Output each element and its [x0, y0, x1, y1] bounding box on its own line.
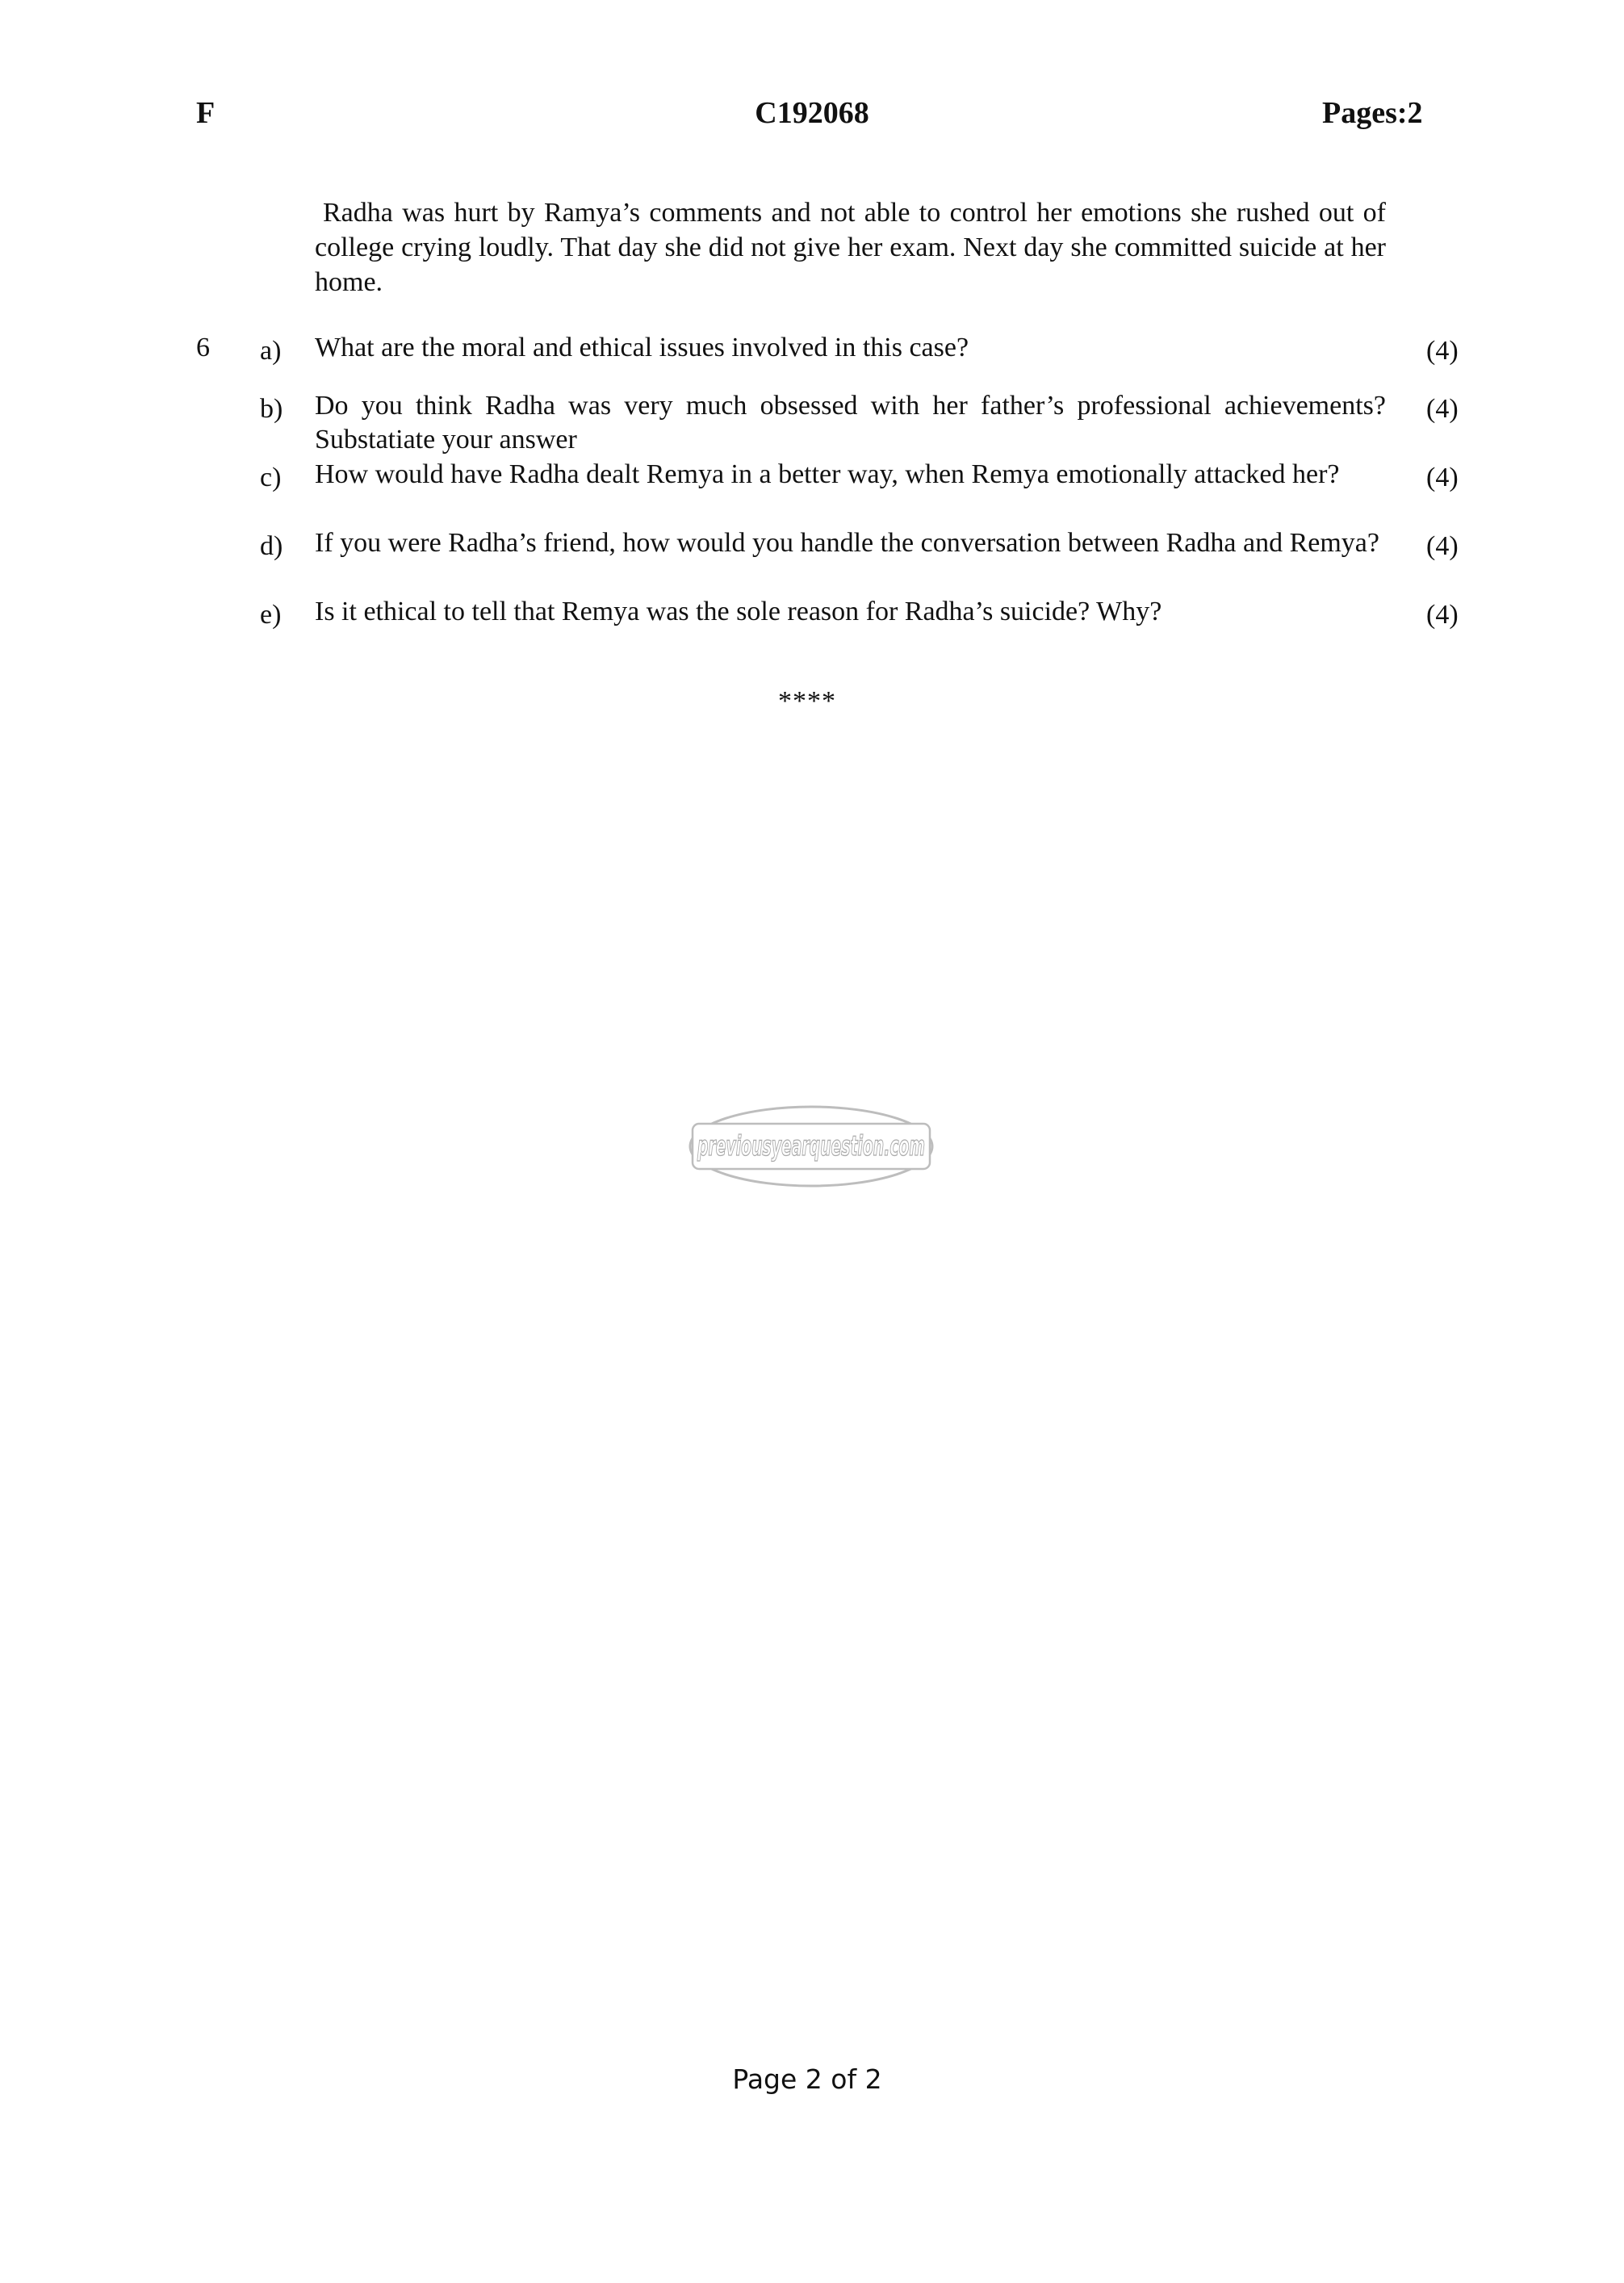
- part-label: c): [260, 463, 282, 492]
- part-text: Do you think Radha was very much obsessed with her father’s professional achievements? Substatiate your answer: [315, 391, 1386, 455]
- part-marks: (4): [1426, 531, 1459, 561]
- part-label: d): [260, 531, 283, 561]
- page-count: Pages:2: [1322, 96, 1423, 130]
- part-text: If you were Radha’s friend, how would you handle the conversation between Radha and Remya?: [315, 528, 1379, 558]
- part-text: How would have Radha dealt Remya in a better way, when Remya emotionally attacked her?: [315, 459, 1340, 489]
- svg-text:previousyearquestion.com: previousyearquestion.com: [697, 1130, 925, 1162]
- question-part-e: [0, 595, 1614, 643]
- question-part-c: [0, 458, 1614, 526]
- case-passage: Radha was hurt by Ramya’s comments and not able to control her emotions she rushed out of college crying loudly. That day she did not give her exam. Next day she committed suicide at her home.: [315, 198, 1386, 297]
- question-part-d: [0, 526, 1614, 595]
- part-label: e): [260, 600, 282, 630]
- part-marks: (4): [1426, 463, 1459, 492]
- question-part-a: [0, 331, 1614, 389]
- paper-code: C192068: [755, 96, 869, 130]
- part-marks: (4): [1426, 394, 1459, 424]
- part-marks: (4): [1426, 336, 1459, 366]
- watermark-logo: [688, 1104, 935, 1188]
- end-of-paper-marker: ****: [778, 686, 836, 716]
- page-header: [0, 95, 1614, 136]
- page-footer: Page 2 of 2: [732, 2063, 882, 2095]
- question-number: 6: [196, 333, 210, 362]
- set-code: F: [196, 96, 216, 130]
- question-6: [0, 331, 1614, 643]
- question-part-b: [0, 389, 1614, 458]
- part-text: Is it ethical to tell that Remya was the sole reason for Radha’s suicide? Why?: [315, 597, 1162, 626]
- part-marks: (4): [1426, 600, 1459, 630]
- part-text: What are the moral and ethical issues involved in this case?: [315, 333, 969, 362]
- part-label: b): [260, 394, 283, 424]
- part-label: a): [260, 336, 282, 366]
